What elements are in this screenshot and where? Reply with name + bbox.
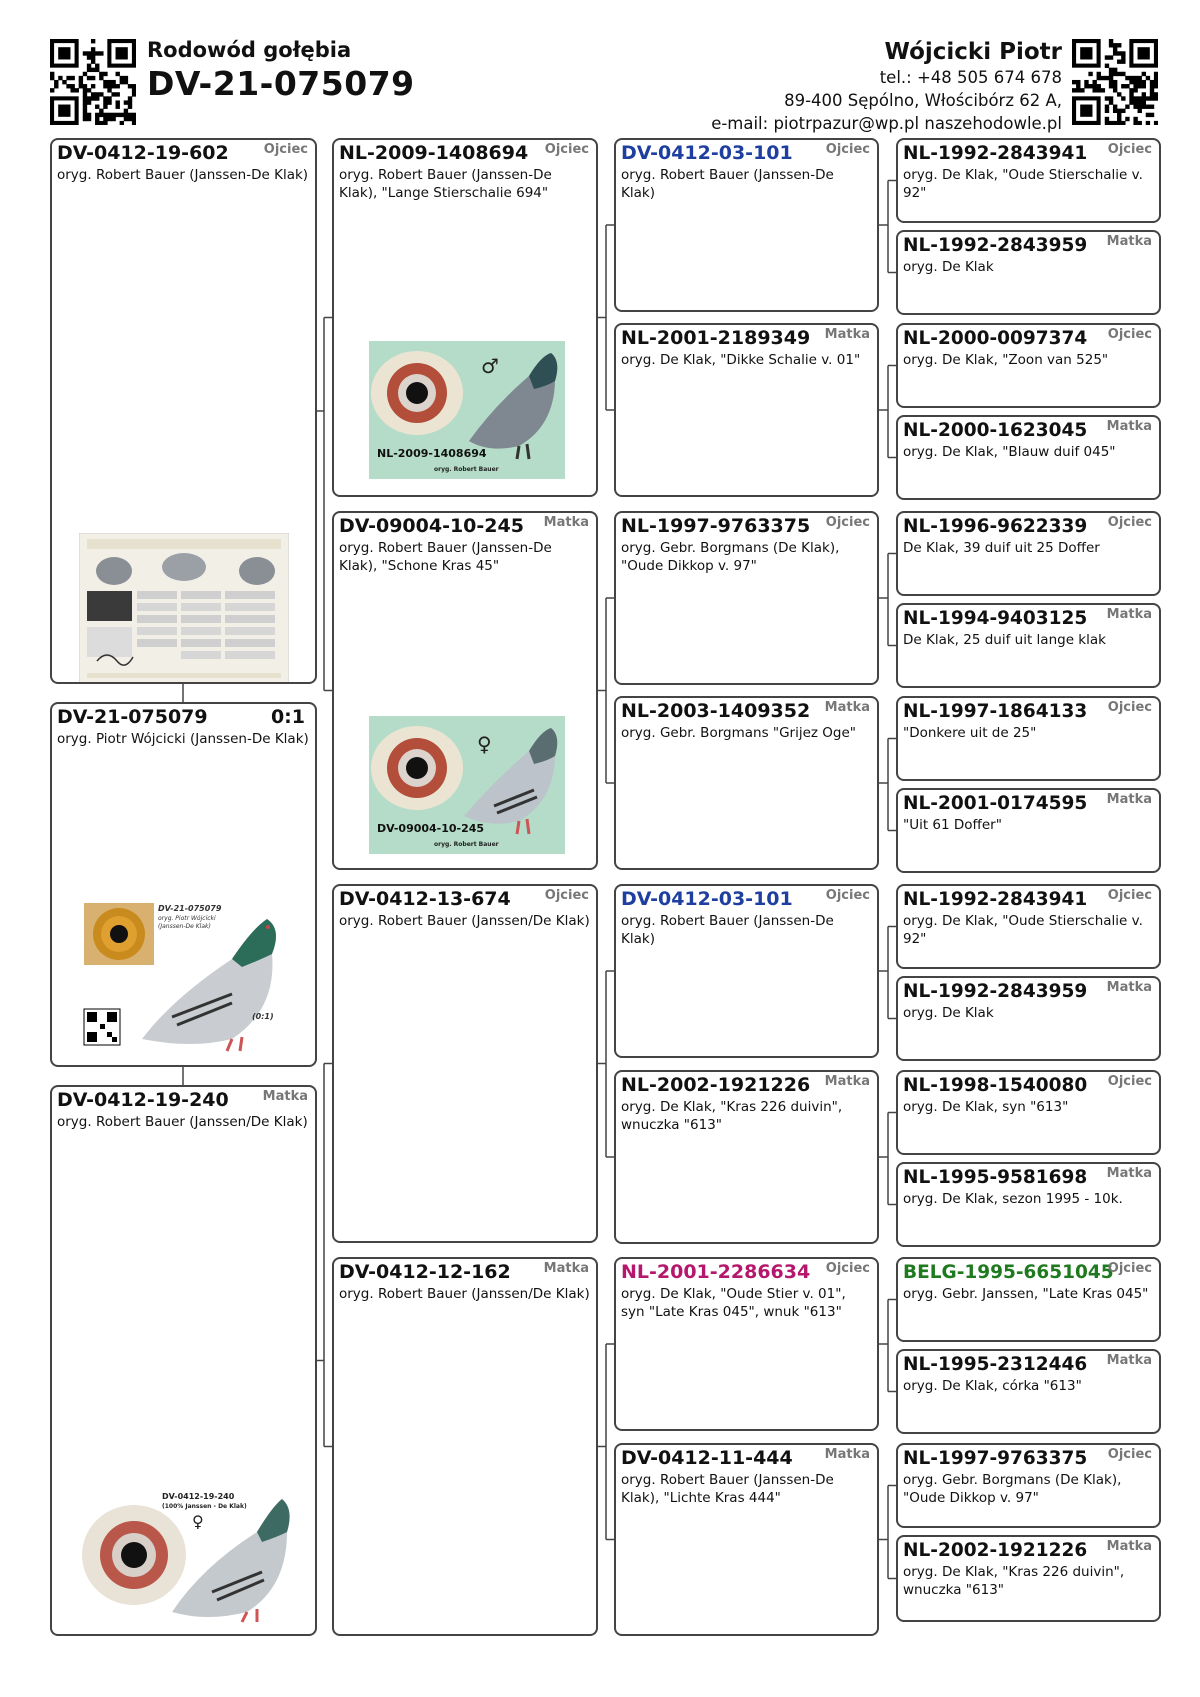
role-label: Matka bbox=[262, 1089, 308, 1104]
role-label: Ojciec bbox=[1107, 1074, 1152, 1089]
bird-description: "Uit 61 Doffer" bbox=[903, 817, 1002, 833]
ring-number: NL-1992-2843941 bbox=[903, 889, 1088, 910]
gen4-mother-card[interactable] bbox=[896, 1535, 1161, 1622]
ring-number: DV-0412-03-101 bbox=[621, 142, 793, 164]
bird-description: oryg. De Klak, "Blauw duif 045" bbox=[903, 444, 1116, 460]
bird-description: oryg. Gebr. Janssen, "Late Kras 045" bbox=[903, 1286, 1149, 1302]
gen4-father-card[interactable] bbox=[896, 511, 1161, 596]
ring-number: BELG-1995-6651045 bbox=[903, 1262, 1114, 1283]
ring-number: NL-1992-2843959 bbox=[903, 981, 1088, 1002]
owner-address: 89-400 Sępólno, Włościbórz 62 A, bbox=[784, 91, 1062, 110]
ring-number: NL-1997-1864133 bbox=[903, 701, 1088, 722]
role-label: Ojciec bbox=[825, 142, 870, 157]
role-label: Ojciec bbox=[1107, 515, 1152, 530]
gen4-father-card[interactable] bbox=[896, 1070, 1161, 1155]
role-label: Matka bbox=[1106, 419, 1152, 434]
photo-score-label: (0:1) bbox=[252, 1012, 274, 1021]
ring-number: NL-1995-9581698 bbox=[903, 1167, 1088, 1188]
ring-number: NL-2000-1623045 bbox=[903, 420, 1088, 441]
role-label: Matka bbox=[1106, 980, 1152, 995]
ring-number: NL-2002-1921226 bbox=[621, 1074, 811, 1096]
gen4-father-card[interactable] bbox=[896, 138, 1161, 223]
ring-number: NL-2000-0097374 bbox=[903, 328, 1088, 349]
bird-description: oryg. Robert Bauer (Janssen-De Klak), "Lichte Kras 444" bbox=[621, 1472, 834, 1506]
photo-breeder-label: oryg. Piotr Wójcicki bbox=[158, 915, 216, 922]
gen4-mother-card[interactable] bbox=[896, 415, 1161, 500]
bird-description: oryg. Robert Bauer (Janssen-De Klak) bbox=[621, 167, 834, 201]
gen2-father-card[interactable] bbox=[332, 138, 598, 497]
role-label: Matka bbox=[1106, 1166, 1152, 1181]
ring-number: NL-2002-1921226 bbox=[903, 1540, 1088, 1561]
ring-number: NL-1998-1540080 bbox=[903, 1075, 1088, 1096]
bird-description: oryg. Robert Bauer (Janssen-De Klak) bbox=[621, 913, 834, 947]
ring-number: NL-1997-9763375 bbox=[621, 515, 811, 537]
role-label: Matka bbox=[1106, 234, 1152, 249]
bird-description: oryg. Robert Bauer (Janssen-De Klak) bbox=[57, 167, 309, 183]
bird-description: oryg. Robert Bauer (Janssen/De Klak) bbox=[57, 1114, 308, 1130]
bird-description: oryg. De Klak bbox=[903, 259, 994, 275]
owner-phone: tel.: +48 505 674 678 bbox=[879, 68, 1062, 87]
bird-description: oryg. De Klak, syn "613" bbox=[903, 1099, 1069, 1115]
gen3-mother-card[interactable] bbox=[614, 696, 879, 870]
ring-number: DV-0412-03-101 bbox=[621, 888, 793, 910]
bird-photo bbox=[369, 716, 565, 854]
ring-number: DV-0412-19-602 bbox=[57, 142, 229, 164]
role-label: Ojciec bbox=[544, 888, 589, 903]
male-symbol-icon: ♂ bbox=[481, 354, 499, 378]
role-label: Ojciec bbox=[1107, 142, 1152, 157]
ring-number: NL-1996-9622339 bbox=[903, 516, 1088, 537]
bird-description: oryg. De Klak, "Kras 226 duivin", wnuczka "613" bbox=[621, 1099, 843, 1133]
gen3-father-card[interactable] bbox=[614, 884, 879, 1058]
page-title: Rodowód gołębia bbox=[147, 38, 352, 62]
gen4-father-card[interactable] bbox=[896, 1443, 1161, 1528]
ring-number: NL-2009-1408694 bbox=[339, 142, 529, 164]
role-label: Matka bbox=[824, 1447, 870, 1462]
photo-ring-label: DV-21-075079 bbox=[158, 904, 222, 913]
role-label: Matka bbox=[1106, 1539, 1152, 1554]
role-label: Matka bbox=[824, 700, 870, 715]
role-label: Ojciec bbox=[544, 142, 589, 157]
score-badge: 0:1 bbox=[270, 706, 305, 728]
gen4-mother-card[interactable] bbox=[896, 976, 1161, 1061]
role-label: Matka bbox=[1106, 1353, 1152, 1368]
gen4-father-card[interactable] bbox=[896, 696, 1161, 781]
bird-description: oryg. De Klak, "Dikke Schalie v. 01" bbox=[621, 352, 861, 368]
gen4-mother-card[interactable] bbox=[896, 230, 1161, 315]
ring-number: DV-0412-13-674 bbox=[339, 888, 511, 910]
owner-name: Wójcicki Piotr bbox=[884, 39, 1062, 65]
ring-number: NL-1992-2843959 bbox=[903, 235, 1088, 256]
bird-description: oryg. Robert Bauer (Janssen-De Klak), "Schone Kras 45" bbox=[339, 540, 552, 574]
gen1-mother-card[interactable] bbox=[50, 1085, 317, 1636]
gen3-father-card[interactable] bbox=[614, 1257, 879, 1431]
role-label: Ojciec bbox=[1107, 888, 1152, 903]
role-label: Ojciec bbox=[1107, 1447, 1152, 1462]
role-label: Matka bbox=[543, 1261, 589, 1276]
bird-photo bbox=[82, 899, 286, 1059]
role-label: Ojciec bbox=[825, 888, 870, 903]
bird-description: oryg. De Klak, "Oude Stier v. 01", syn "Late Kras 045", wnuk "613" bbox=[621, 1286, 846, 1320]
gen4-father-card[interactable] bbox=[896, 884, 1161, 969]
photo-strain-label: (Janssen-De Klak) bbox=[158, 923, 211, 930]
gen2-mother-card[interactable] bbox=[332, 1257, 598, 1636]
role-label: Matka bbox=[1106, 792, 1152, 807]
bird-description: oryg. De Klak, sezon 1995 - 10k. bbox=[903, 1191, 1123, 1207]
bird-photo bbox=[82, 1487, 292, 1627]
female-symbol-icon: ♀ bbox=[192, 1512, 204, 1531]
gen3-father-card[interactable] bbox=[614, 511, 879, 685]
gen4-mother-card[interactable] bbox=[896, 1162, 1161, 1247]
ring-number: DV-09004-10-245 bbox=[339, 515, 524, 537]
photo-ring-label: DV-09004-10-245 bbox=[377, 822, 485, 835]
photo-ring-label: DV-0412-19-240 bbox=[162, 1492, 235, 1501]
ring-number: DV-0412-19-240 bbox=[57, 1089, 229, 1111]
gen4-mother-card[interactable] bbox=[896, 788, 1161, 873]
gen4-mother-card[interactable] bbox=[896, 1349, 1161, 1434]
role-label: Ojciec bbox=[825, 1261, 870, 1276]
role-label: Ojciec bbox=[1107, 327, 1152, 342]
gen3-mother-card[interactable] bbox=[614, 1443, 879, 1636]
role-label: Ojciec bbox=[1107, 700, 1152, 715]
gen2-father-card[interactable] bbox=[332, 884, 598, 1243]
gen4-mother-card[interactable] bbox=[896, 603, 1161, 688]
ring-number: DV-21-075079 bbox=[57, 706, 208, 728]
pedigree-ring-number: DV-21-075079 bbox=[147, 64, 415, 103]
bird-description: oryg. De Klak, "Zoon van 525" bbox=[903, 352, 1109, 368]
role-label: Ojciec bbox=[263, 142, 308, 157]
bird-description: oryg. De Klak, córka "613" bbox=[903, 1378, 1082, 1394]
bird-description: oryg. De Klak, "Kras 226 duivin", wnuczka "613" bbox=[903, 1564, 1125, 1598]
bird-description: oryg. Robert Bauer (Janssen/De Klak) bbox=[339, 1286, 590, 1302]
bird-description: oryg. Gebr. Borgmans "Grijez Oge" bbox=[621, 725, 857, 741]
ring-number: NL-2003-1409352 bbox=[621, 700, 811, 722]
bird-description: oryg. Gebr. Borgmans (De Klak), "Oude Dikkop v. 97" bbox=[621, 540, 840, 574]
role-label: Matka bbox=[824, 1074, 870, 1089]
ring-number: NL-1992-2843941 bbox=[903, 143, 1088, 164]
bird-description: oryg. Robert Bauer (Janssen/De Klak) bbox=[339, 913, 590, 929]
ring-number: DV-0412-12-162 bbox=[339, 1261, 511, 1283]
bird-description: oryg. De Klak bbox=[903, 1005, 994, 1021]
photo-breeder-label: oryg. Robert Bauer bbox=[434, 466, 499, 473]
photo-breeder-label: oryg. Robert Bauer bbox=[434, 841, 499, 848]
ring-number: NL-2001-2286634 bbox=[621, 1261, 811, 1283]
role-label: Ojciec bbox=[825, 515, 870, 530]
gen4-father-card[interactable] bbox=[896, 323, 1161, 408]
gen3-mother-card[interactable] bbox=[614, 1070, 879, 1244]
gen3-father-card[interactable] bbox=[614, 138, 879, 312]
female-symbol-icon: ♀ bbox=[477, 732, 492, 756]
ring-number: DV-0412-11-444 bbox=[621, 1447, 793, 1469]
role-label: Ojciec bbox=[1107, 1261, 1152, 1276]
subject-bird-card[interactable] bbox=[50, 702, 317, 1067]
role-label: Matka bbox=[543, 515, 589, 530]
ring-number: NL-1997-9763375 bbox=[903, 1448, 1088, 1469]
bird-description: oryg. De Klak, "Oude Stierschalie v. 92" bbox=[903, 167, 1143, 201]
gen2-mother-card[interactable] bbox=[332, 511, 598, 870]
bird-description: oryg. Robert Bauer (Janssen-De Klak), "Lange Stierschalie 694" bbox=[339, 167, 552, 201]
ring-number: NL-2001-0174595 bbox=[903, 793, 1088, 814]
bird-description: oryg. De Klak, "Oude Stierschalie v. 92" bbox=[903, 913, 1143, 947]
bird-description: "Donkere uit de 25" bbox=[903, 725, 1037, 741]
ring-number: NL-2001-2189349 bbox=[621, 327, 811, 349]
role-label: Matka bbox=[1106, 607, 1152, 622]
gen1-father-card[interactable] bbox=[50, 138, 317, 684]
bird-photo bbox=[369, 341, 565, 479]
ring-number: NL-1995-2312446 bbox=[903, 1354, 1088, 1375]
photo-strain-label: (100% Janssen - De Klak) bbox=[162, 1503, 247, 1510]
ring-number: NL-1994-9403125 bbox=[903, 608, 1088, 629]
bird-description: De Klak, 25 duif uit lange klak bbox=[903, 632, 1106, 648]
gen3-mother-card[interactable] bbox=[614, 323, 879, 497]
photo-ring-label: NL-2009-1408694 bbox=[377, 447, 487, 460]
pedigree-document-image bbox=[79, 533, 289, 683]
owner-email: e-mail: piotrpazur@wp.pl naszehodowle.pl bbox=[711, 114, 1062, 133]
bird-description: oryg. Piotr Wójcicki (Janssen-De Klak) bbox=[57, 731, 309, 747]
bird-description: De Klak, 39 duif uit 25 Doffer bbox=[903, 540, 1100, 556]
role-label: Matka bbox=[824, 327, 870, 342]
bird-description: oryg. Gebr. Borgmans (De Klak), "Oude Dikkop v. 97" bbox=[903, 1472, 1122, 1506]
gen4-father-card[interactable] bbox=[896, 1257, 1161, 1342]
